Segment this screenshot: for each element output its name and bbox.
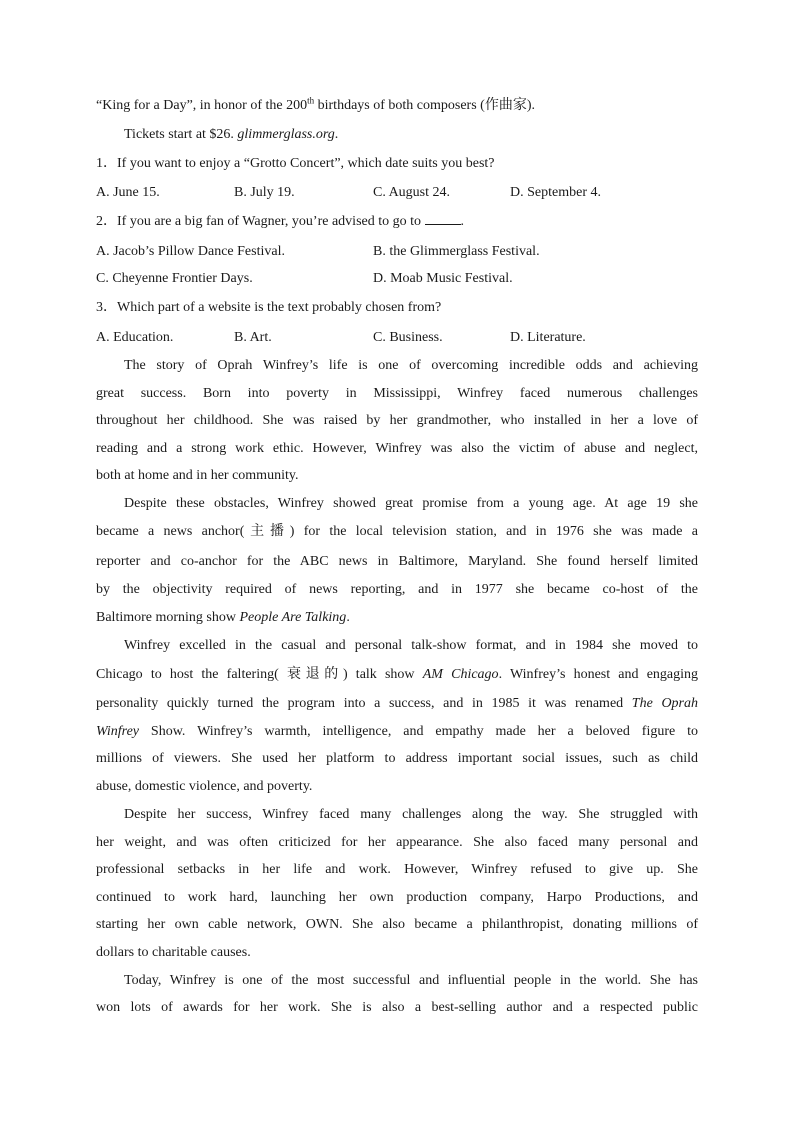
question-1-option-d[interactable]: D. September 4. bbox=[510, 185, 601, 200]
question-3-option-c[interactable]: C. Business. bbox=[373, 330, 443, 345]
passage-p3-line: Chicago to host the faltering( 衰退的) talk show AM Chicago. Winfrey’s honest and engaging bbox=[96, 667, 699, 682]
question-3-option-b[interactable]: B. Art. bbox=[234, 330, 272, 345]
show-title: AM Chicago bbox=[422, 667, 499, 682]
passage-p2-line: reporter and co-anchor for the ABC news in Baltimore, Maryland. She found herself limited bbox=[96, 554, 698, 569]
question-3-option-d[interactable]: D. Literature. bbox=[510, 330, 586, 345]
passage-p4-line: Despite her success, Winfrey faced many challenges along the way. She struggled with bbox=[124, 807, 698, 822]
passage-p2-line: by the objectivity required of news reporting, and in 1977 she became co-host of the bbox=[96, 582, 698, 597]
question-2-option-b[interactable]: B. the Glimmerglass Festival. bbox=[373, 244, 540, 259]
passage-p4-line: her weight, and was often criticized for her appearance. She also faced many personal and bbox=[96, 835, 698, 850]
intro-text: “King for a Day”, in honor of the 200 bbox=[96, 98, 308, 113]
question-3-stem: 3．Which part of a website is the text probably chosen from? bbox=[96, 300, 442, 315]
website-link[interactable]: glimmerglass.org bbox=[237, 127, 335, 142]
passage-p4-line: dollars to charitable causes. bbox=[96, 945, 251, 960]
passage-p2-line: Despite these obstacles, Winfrey showed great promise from a young age. At age 19 she bbox=[124, 496, 698, 511]
passage-p1-line: The story of Oprah Winfrey’s life is one of overcoming incredible odds and achieving bbox=[124, 358, 698, 373]
question-2-option-c[interactable]: C. Cheyenne Frontier Days. bbox=[96, 271, 253, 286]
passage-p3-line: millions of viewers. She used her platform to address important social issues, such as child bbox=[96, 751, 698, 766]
passage-p2-line: Baltimore morning show People Are Talking. bbox=[96, 610, 350, 625]
answer-blank bbox=[425, 212, 461, 225]
passage-p3-line: Winfrey excelled in the casual and personal talk-show format, and in 1984 she moved to bbox=[124, 638, 698, 653]
show-title: People Are Talking bbox=[239, 610, 347, 625]
passage-p1-line: reading and a strong work ethic. However, Winfrey was also the victim of abuse and neglect, bbox=[96, 441, 698, 456]
passage-p3-line: abuse, domestic violence, and poverty. bbox=[96, 779, 313, 794]
passage-p4-line: professional setbacks in her life and work. However, Winfrey refused to give up. She bbox=[96, 862, 698, 877]
question-2-stem: 2．If you are a big fan of Wagner, you’re advised to go to . bbox=[96, 214, 465, 229]
question-2-option-a[interactable]: A. Jacob’s Pillow Dance Festival. bbox=[96, 244, 285, 259]
tickets-text: Tickets start at $26. bbox=[124, 127, 238, 142]
question-3-option-a[interactable]: A. Education. bbox=[96, 330, 174, 345]
question-1-option-a[interactable]: A. June 15. bbox=[96, 185, 160, 200]
intro-text-end: birthdays of both composers (作曲家). bbox=[314, 98, 535, 113]
passage-p5-line: Today, Winfrey is one of the most successful and influential people in the world. She has bbox=[124, 973, 698, 988]
passage-p1-line: throughout her childhood. She was raised by her grandmother, who installed in her a love of bbox=[96, 413, 698, 428]
passage-p1-line: both at home and in her community. bbox=[96, 468, 299, 483]
question-1-option-b[interactable]: B. July 19. bbox=[234, 185, 295, 200]
tickets-line: Tickets start at $26. glimmerglass.org. bbox=[124, 127, 339, 142]
question-1-option-c[interactable]: C. August 24. bbox=[373, 185, 451, 200]
show-title: Winfrey bbox=[96, 724, 140, 739]
intro-line bbox=[96, 96, 535, 116]
passage-p3-line: Winfrey Show. Winfrey’s warmth, intelligence, and empathy made her a beloved figure to bbox=[96, 724, 698, 739]
passage-p2-line: became a news anchor(主播) for the local television station, and in 1976 she was made a bbox=[96, 524, 698, 539]
passage-p3-line: personality quickly turned the program into a success, and in 1985 it was renamed The Oprah bbox=[96, 696, 698, 711]
ordinal-suffix: th bbox=[307, 95, 315, 106]
passage-p1-line: great success. Born into poverty in Mississippi, Winfrey faced numerous challenges bbox=[96, 386, 698, 401]
passage-p5-line: won lots of awards for her work. She is also a best-selling author and a respected public bbox=[96, 1000, 698, 1015]
question-1-stem: 1．If you want to enjoy a “Grotto Concert”, which date suits you best? bbox=[96, 156, 495, 171]
question-2-option-d[interactable]: D. Moab Music Festival. bbox=[373, 271, 513, 286]
show-title: The Oprah bbox=[631, 696, 698, 711]
passage-p4-line: starting her own cable network, OWN. She also became a philanthropist, donating millions of bbox=[96, 917, 698, 932]
passage-p4-line: continued to work hard, launching her own production company, Harpo Productions, and bbox=[96, 890, 698, 905]
